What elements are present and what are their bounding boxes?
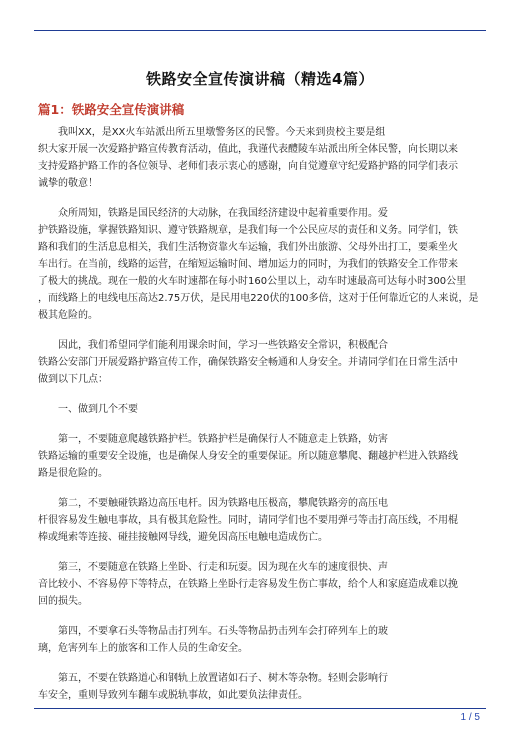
paragraph-line: 极其危险的。: [38, 310, 98, 321]
paragraph-line: 因此，我们希望同学们能利用课余时间，学习一些铁路安全常识，积极配合: [38, 340, 388, 351]
paragraph-line: 杆很容易发生触电事故，具有极其危险性。同时，请同学们也不要用弹弓等击打高压线，不用棍: [38, 515, 458, 526]
paragraph-line: 路和我们的生活息息相关，我们生活物资靠火车运输，我们外出旅游、父母外出打工，要乘坐火: [38, 242, 458, 253]
paragraph-line: 璃，危害列车上的旅客和工作人员的生命安全。: [38, 643, 248, 654]
section-heading: 篇1：铁路安全宣传演讲稿: [38, 102, 185, 117]
paragraph-line: 棒或绳索等连接、碰挂接触网导线，避免因高压电触电造成伤亡。: [38, 532, 328, 543]
paragraph-line: 音比较小、不容易停下等特点，在铁路上坐卧行走容易发生伤亡事故，给个人和家庭造成难以挽: [38, 579, 458, 590]
body-paragraph: [38, 205, 484, 324]
paragraph-line: 第二，不要触碰铁路边高压电杆。因为铁路电压极高，攀爬铁路旁的高压电: [38, 498, 388, 509]
paragraph-line: 车安全，重则导致列车翻车或脱轨事故，如此要负法律责任。: [38, 690, 308, 701]
body-paragraph: [38, 670, 484, 704]
paragraph-line: 织大家开展一次爱路护路宣传教育活动，值此，我谨代表醴陵车站派出所全体民警，向长期以来: [38, 144, 458, 155]
paragraph-line: 支持爱路护路工作的各位领导、老师们表示衷心的感谢，向自觉遵章守纪爱路护路的同学们表示: [38, 161, 458, 172]
paragraph-line: 回的损失。: [38, 596, 88, 607]
paragraph-line: 了极大的挑战。现在一般的火车时速都在每小时160公里以上，动车时速最高可达每小时300公里: [38, 276, 467, 287]
paragraph-line: ，而线路上的电线电压高达2.75万伏，是民用电220伏的100多倍，这对于任何靠近它的人来说，是: [38, 293, 479, 304]
paragraph-line: 护铁路设施，掌握铁路知识、遵守铁路规章，是我们每一个公民应尽的责任和义务。同学们，铁: [38, 225, 458, 236]
paragraph-line: 第三，不要随意在铁路上坐卧、行走和玩耍。因为现在火车的速度很快、声: [38, 562, 388, 573]
body-paragraph: [38, 337, 484, 388]
body-paragraph: [38, 623, 484, 657]
paragraph-line: 铁路运输的重要安全设施，也是确保人身安全的重要保证。所以随意攀爬、翻越护栏进入铁路线: [38, 451, 458, 462]
paragraph-line: 一、做到几个不要: [38, 404, 138, 415]
paragraph-line: 第五，不要在铁路道心和钢轨上放置诸如石子、树木等杂物。轻则会影响行: [38, 673, 388, 684]
page-number: 1 / 5: [460, 712, 480, 723]
paragraph-line: 车出行。在当前，线路的运营，在缩短运输时间、增加运力的同时，为我们的铁路安全工作带来: [38, 259, 458, 270]
paragraph-line: 第一，不要随意爬越铁路护栏。铁路护栏是确保行人不随意走上铁路，妨害: [38, 434, 388, 445]
document-body: [38, 124, 484, 704]
paragraph-line: 铁路公安部门开展爱路护路宣传工作，确保铁路安全畅通和人身安全。并请同学们在日常生活中: [38, 357, 458, 368]
body-paragraph: [38, 559, 484, 610]
paragraph-line: 第四，不要拿石头等物品击打列车。石头等物品扔击列车会打碎列车上的玻: [38, 626, 388, 637]
document-title: 铁路安全宣传演讲稿（精选4篇）: [146, 70, 374, 88]
paragraph-line: 我叫XX，是XX火车站派出所五里墩警务区的民警。今天来到贵校主要是组: [38, 127, 386, 138]
body-paragraph: [38, 401, 484, 418]
body-paragraph: [38, 431, 484, 482]
paragraph-line: 做到以下几点：: [38, 374, 108, 385]
body-paragraph: [38, 124, 484, 192]
body-paragraph: [38, 495, 484, 546]
paragraph-line: 众所周知，铁路是国民经济的大动脉，在我国经济建设中起着重要作用。爱: [38, 208, 388, 219]
paragraph-line: 诚挚的敬意！: [38, 178, 98, 189]
header-rule: [34, 30, 486, 31]
paragraph-line: 路是很危险的。: [38, 468, 108, 479]
footer-rule: [34, 708, 486, 709]
